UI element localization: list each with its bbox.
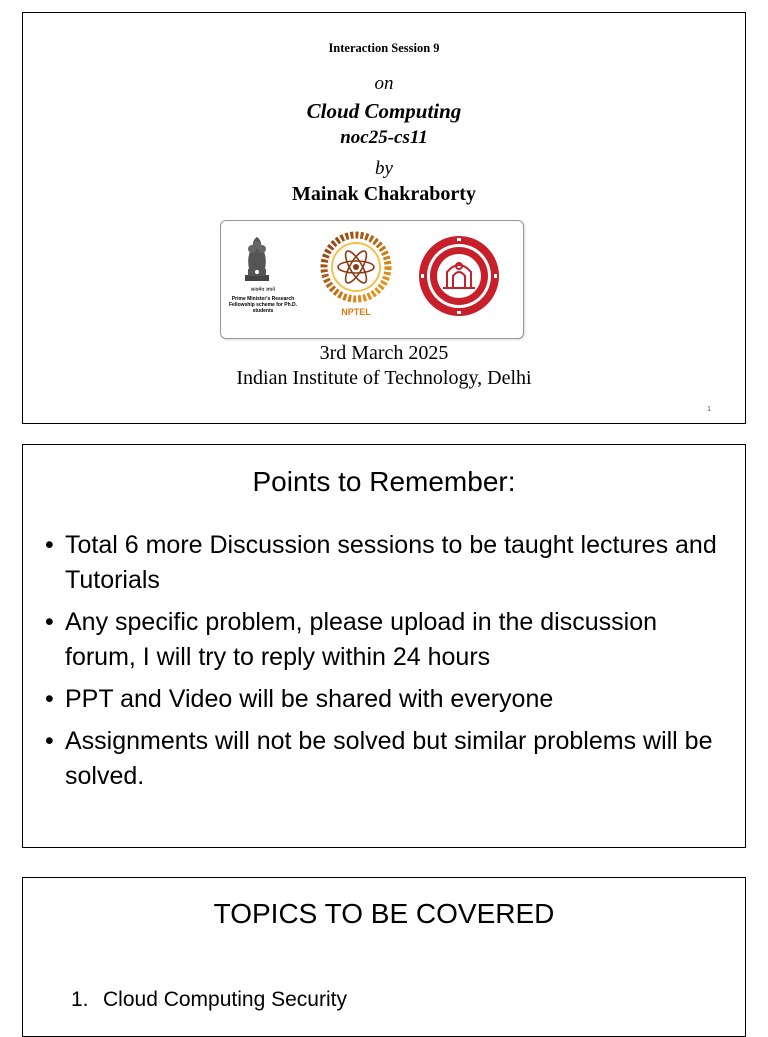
national-emblem-icon bbox=[237, 231, 277, 293]
by-text: by bbox=[375, 158, 393, 179]
iit-delhi-logo-icon bbox=[417, 234, 501, 318]
session-title: Interaction Session 9 bbox=[328, 41, 440, 55]
topics-list bbox=[71, 985, 347, 1015]
slide-number: 1 bbox=[707, 406, 711, 413]
nptel-logo-icon bbox=[316, 227, 396, 317]
list-item bbox=[71, 985, 347, 1015]
author-name: Mainak Chakraborty bbox=[292, 183, 476, 205]
nptel-label: NPTEL bbox=[341, 307, 371, 317]
course-code: noc25-cs11 bbox=[340, 127, 428, 148]
slide-title bbox=[22, 12, 746, 424]
presentation-date: 3rd March 2025 bbox=[319, 342, 449, 364]
institute-name: Indian Institute of Technology, Delhi bbox=[236, 367, 532, 389]
list-item: • Any specific problem, please upload in the discussion forum, I will try to reply within 24 hours bbox=[43, 605, 725, 675]
emblem-motto: सत्यमेव जयते bbox=[250, 287, 276, 293]
on-text: on bbox=[374, 73, 394, 94]
list-item: • Assignments will not be solved but similar problems will be solved. bbox=[43, 724, 725, 794]
course-name: Cloud Computing bbox=[306, 99, 462, 123]
topics-title: TOPICS TO BE COVERED bbox=[213, 898, 555, 929]
points-title: Points to Remember: bbox=[252, 466, 516, 497]
points-list bbox=[43, 528, 725, 801]
logo-panel bbox=[220, 220, 524, 339]
slide-topics bbox=[22, 877, 746, 1037]
topic-label: Cloud Computing Security bbox=[103, 988, 347, 1011]
emblem-caption: Prime Minister's Research Fellowship scheme for Ph.D. students bbox=[228, 296, 298, 314]
topic-number: 1. bbox=[71, 988, 89, 1011]
list-item: • Total 6 more Discussion sessions to be taught lectures and Tutorials bbox=[43, 528, 725, 598]
list-item: • PPT and Video will be shared with everyone bbox=[43, 682, 725, 717]
slide-points bbox=[22, 444, 746, 848]
